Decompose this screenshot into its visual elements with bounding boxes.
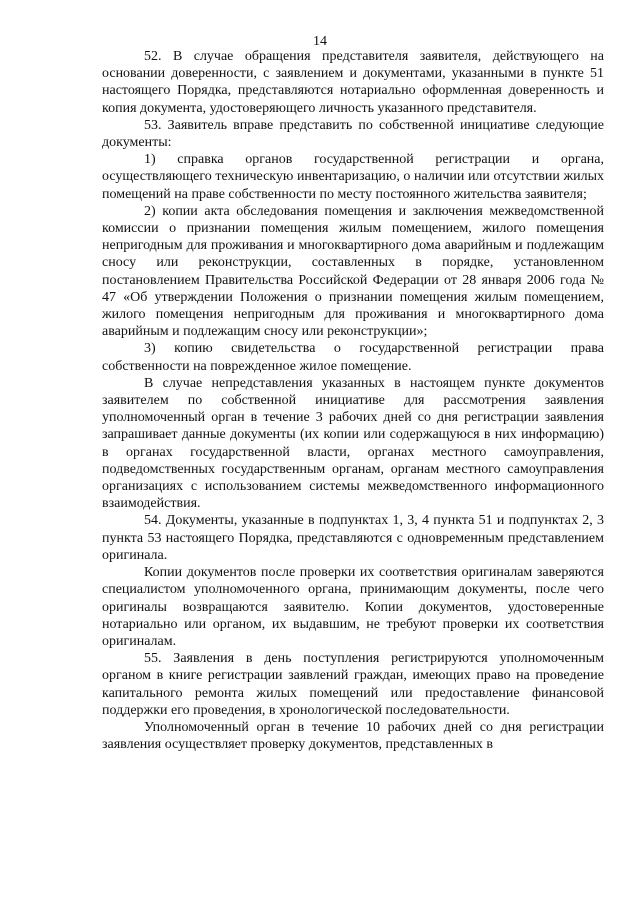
paragraph-54: 54. Документы, указанные в подпунктах 1, 3, 4 пункта 51 и подпунктах 2, 3 пункта 53 настоящего Порядка, представляются с одновременным представлением оригинала. [102, 513, 604, 563]
paragraph-53-item-2: 2) копии акта обследования помещения и заключения межведомственной комиссии о признании помещения жилым помещением, жилого помещения непригодным для проживания и многоквартирного дома аварийным и подлежащим сносу или реконструкции, составленных в порядке, установленном постановлением Правительства Российской Федерации от 28 января 2006 года № 47 «Об утверждении Положения о признании помещения жилым помещением, жилого помещения непригодным для проживания и многоквартирного дома аварийным и подлежащим сносу или реконструкции»; [102, 203, 604, 340]
paragraph-53-item-1: 1) справка органов государственной регистрации и органа, осуществляющего техническую инвентаризацию, о наличии или отсутствии жилых помещений на праве собственности по месту постоянного жительства заявителя; [102, 152, 604, 202]
paragraph-55-check: Уполномоченный орган в течение 10 рабочих дней со дня регистрации заявления осуществляет проверку документов, представленных в [102, 719, 604, 753]
paragraph-53-item-3: 3) копию свидетельства о государственной регистрации права собственности на поврежденное жилое помещение. [102, 341, 604, 374]
paragraph-55: 55. Заявления в день поступления регистрируются уполномоченным органом в книге регистрации заявлений граждан, имеющих право на проведение капитального ремонта жилых помещений или предоставление финансовой поддержки его проведения, в хронологической последовательности. [102, 651, 604, 718]
paragraph-52: 52. В случае обращения представителя заявителя, действующего на основании доверенности, с заявлением и документами, указанными в пункте 51 настоящего Порядка, представляются нотариально оформленная доверенность и копия документа, удостоверяющего личность указанного представителя. [102, 49, 604, 116]
page-body [102, 48, 604, 753]
paragraph-54-copies: Копии документов после проверки их соответствия оригиналам заверяются специалистом уполномоченного органа, принимающим документы, после чего оригиналы возвращаются заявителю. Копии документов, удостоверенные нотариально или органом, их выдавшим, не требуют проверки их соответствия оригиналам. [102, 565, 604, 649]
paragraph-53-nonsubmission: В случае непредставления указанных в настоящем пункте документов заявителем по собственной инициативе для рассмотрения заявления уполномоченный орган в течение 3 рабочих дней со дня регистрации заявления запрашивает данные документы (их копии или содержащуюся в них информацию) в органах государственной власти, органах местного самоуправления, подведомственных государственным органам, органам местного самоуправления организациях с использованием системы межведомственного информационного взаимодействия. [102, 375, 604, 512]
paragraph-53: 53. Заявитель вправе представить по собственной инициативе следующие документы: [102, 117, 604, 151]
page-number: 14 [313, 34, 327, 49]
